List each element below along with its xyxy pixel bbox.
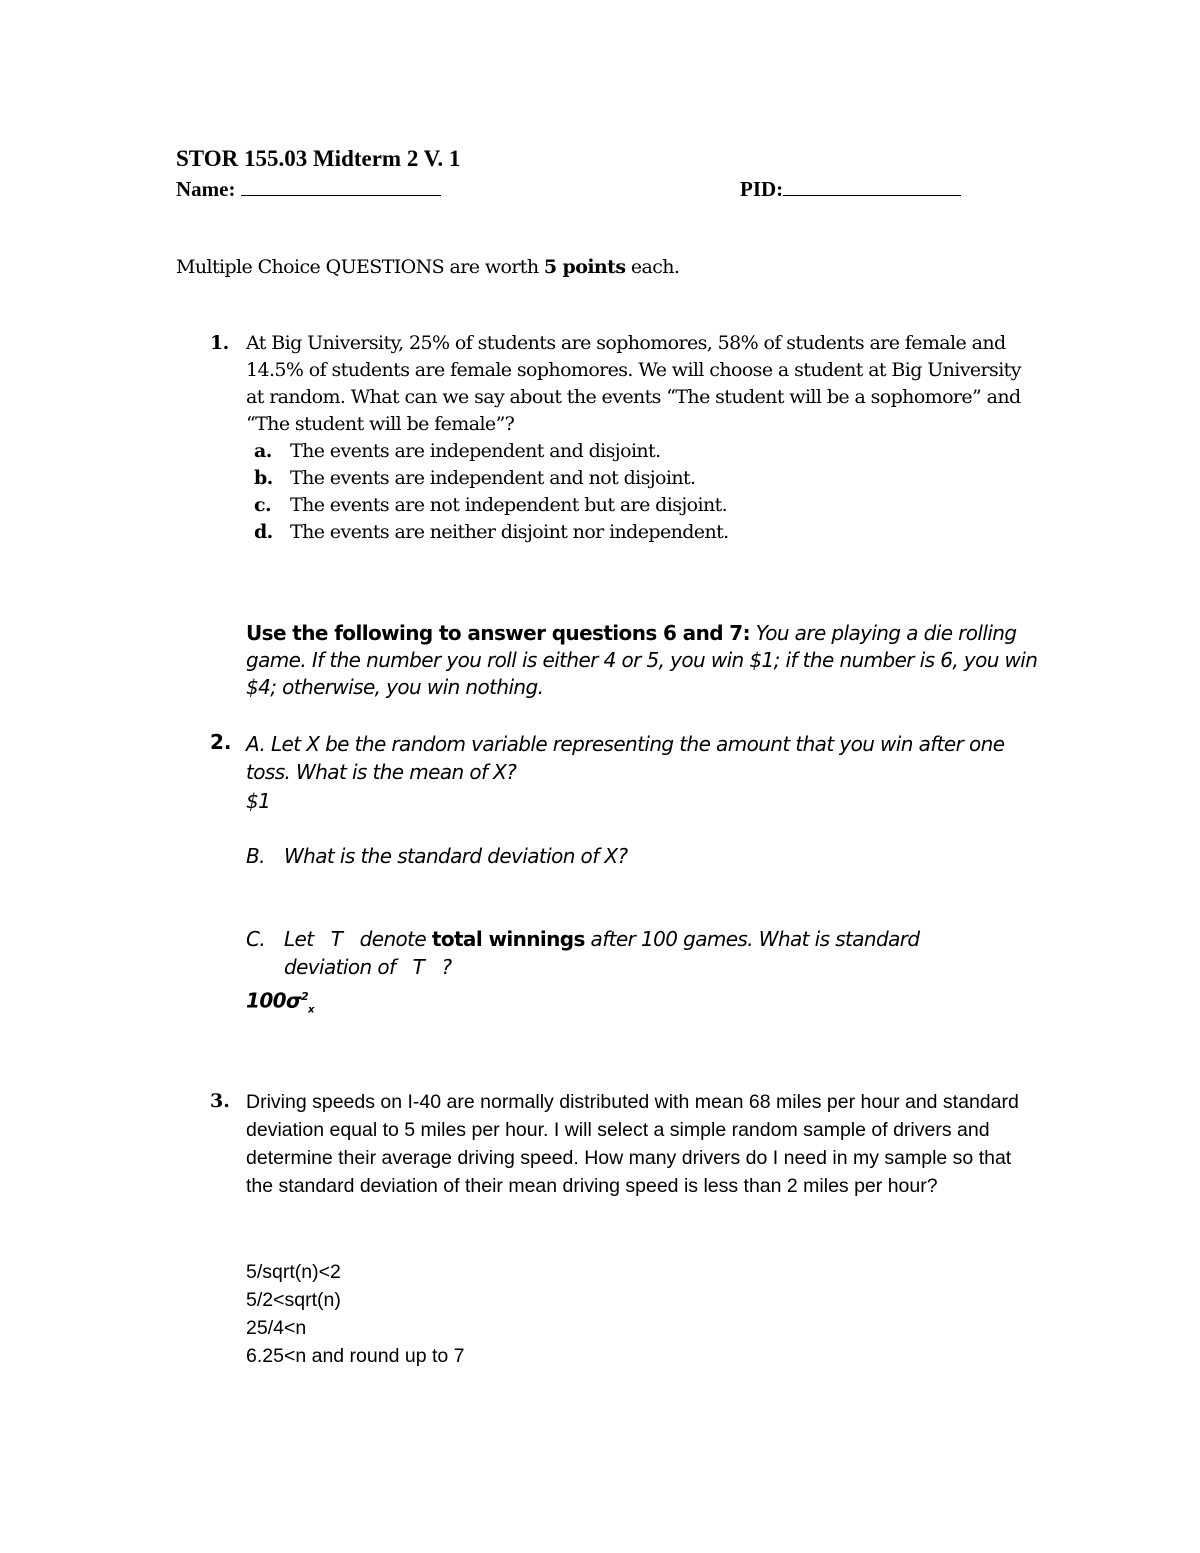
option-a[interactable]	[210, 438, 1030, 465]
question-3-text: Driving speeds on I-40 are normally distributed with mean 68 miles per hour and standard deviation equal to 5 miles per hour. I will select a simple random sample of drivers and determine their average driving speed. How many drivers do I need in my sample so that the standard deviation of their mean driving speed is less than 2 miles per hour?	[246, 1091, 1019, 1197]
work-line: 6.25<n and round up to 7	[246, 1345, 465, 1367]
question-1	[210, 330, 1030, 546]
page-title: STOR 155.03 Midterm 2 V. 1	[176, 146, 461, 171]
name-blank[interactable]	[241, 175, 441, 196]
answer-sup: 2	[300, 990, 308, 1003]
pid-label: PID:	[740, 177, 784, 201]
part-c-bold: total winnings	[431, 927, 585, 951]
option-letter: a.	[254, 440, 272, 462]
question-2-part-b: What is the standard deviation of X?	[284, 844, 628, 868]
question-2-part-c-answer	[246, 983, 314, 1025]
work-line: 5/2<sqrt(n)	[246, 1289, 341, 1311]
question-2-part-a: A. Let X be the random variable representing the amount that you win after one toss. What is the mean of X?	[246, 732, 1005, 784]
question-2-part-c	[284, 925, 984, 981]
name-field	[176, 175, 441, 202]
question-3-work	[246, 1258, 464, 1370]
question-preamble	[246, 620, 1046, 701]
option-b[interactable]	[210, 465, 1030, 492]
question-3-number: 3.	[210, 1090, 230, 1112]
part-c-post: after 100 games. What is standard deviation of T ?	[284, 927, 926, 979]
option-text: The events are independent and not disjoint.	[290, 467, 696, 489]
question-2-part-a-answer: $1	[246, 789, 271, 813]
pid-field	[740, 175, 961, 202]
question-1-number: 1.	[210, 332, 229, 354]
work-line: 25/4<n	[246, 1317, 307, 1339]
option-letter: b.	[254, 467, 273, 489]
instructions	[176, 256, 679, 278]
option-text: The events are not independent but are disjoint.	[290, 494, 728, 516]
preamble-lead: Use the following to answer questions 6 and 7:	[246, 621, 751, 645]
question-2-part-c-label: C.	[246, 927, 266, 951]
part-c-pre: Let T denote	[284, 927, 432, 951]
question-1-text: At Big University, 25% of students are sophomores, 58% of students are female and 14.5% of students are female sophomores. We will choose a student at Big University at random. What can we say about the events “The student will be a sophomore” and “The student will be female”?	[246, 332, 1021, 435]
question-1-options	[210, 438, 1030, 546]
instructions-points: 5 points	[543, 256, 626, 278]
answer-base: 100σ	[246, 988, 301, 1013]
answer-sub: x	[308, 1004, 314, 1016]
option-d[interactable]	[210, 519, 1030, 546]
question-2-number: 2.	[210, 730, 232, 754]
name-label: Name:	[176, 177, 236, 201]
instructions-prefix: Multiple Choice QUESTIONS are worth	[176, 256, 544, 278]
option-letter: d.	[254, 521, 273, 543]
pid-blank[interactable]	[783, 175, 961, 196]
option-text: The events are neither disjoint nor independent.	[290, 521, 729, 543]
option-c[interactable]	[210, 492, 1030, 519]
option-text: The events are independent and disjoint.	[290, 440, 661, 462]
preamble-scenario: You are playing a die rolling game. If the number you roll is either 4 or 5, you win $1; if the number is 6, you win $4; otherwise, you win nothing.	[246, 621, 1038, 699]
option-letter: c.	[254, 494, 271, 516]
work-line: 5/sqrt(n)<2	[246, 1261, 341, 1283]
question-2-part-b-label: B.	[246, 844, 265, 868]
instructions-suffix: each.	[625, 256, 680, 278]
